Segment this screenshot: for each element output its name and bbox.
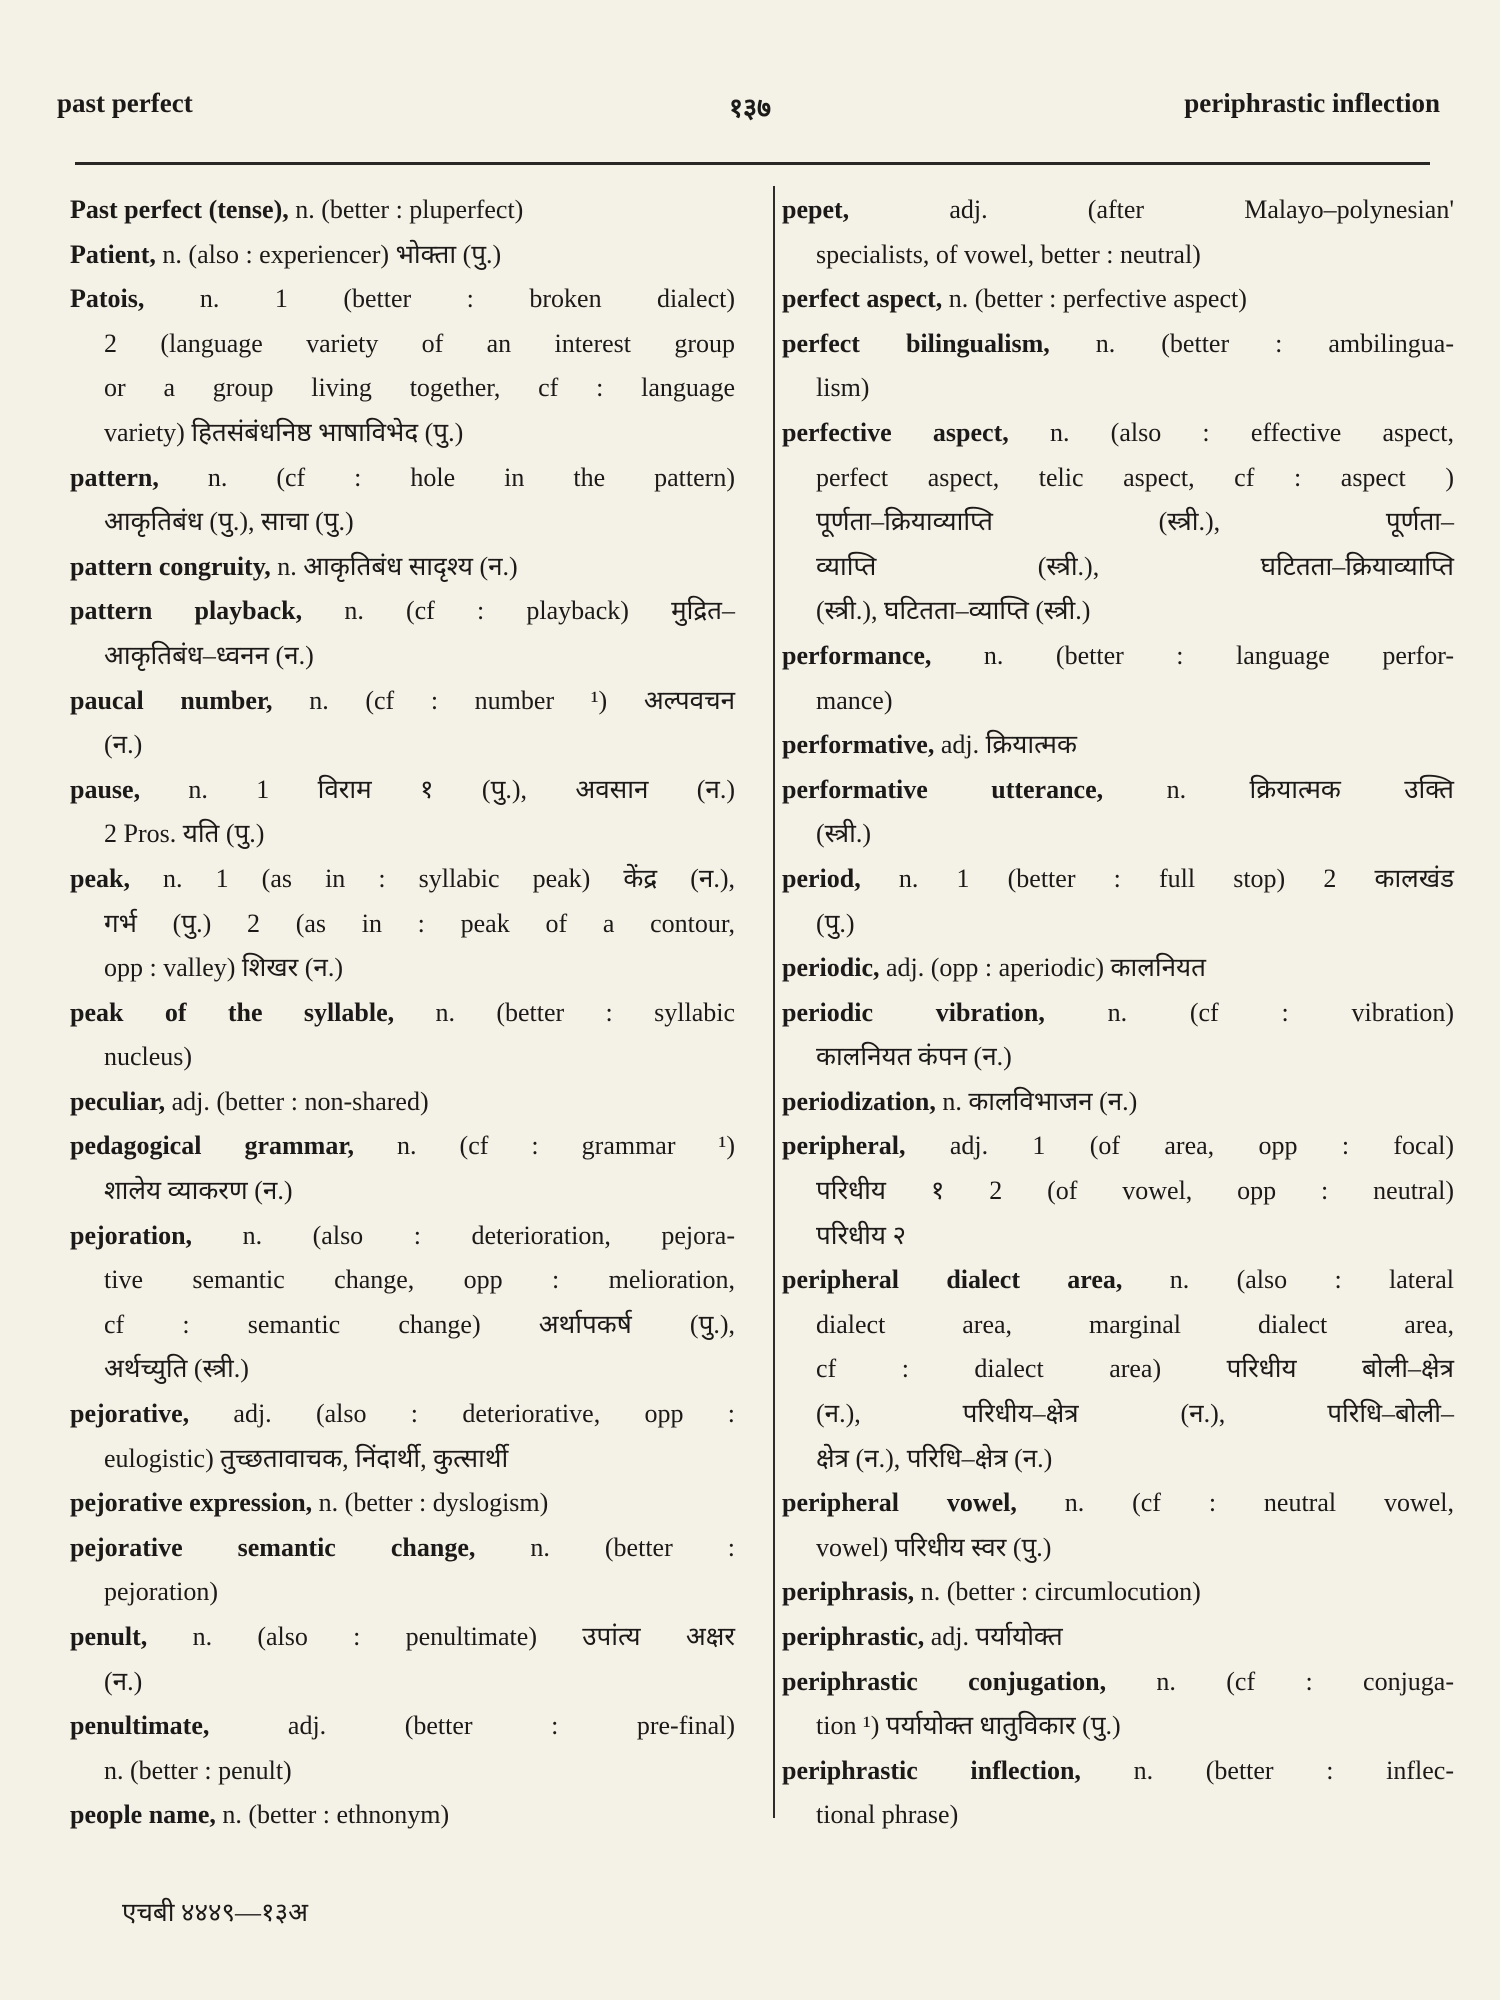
dictionary-entry xyxy=(70,1526,735,1615)
entry-first-line xyxy=(70,233,735,278)
dictionary-entry xyxy=(782,1258,1454,1481)
headword: peculiar, xyxy=(70,1086,166,1116)
entry-continuation-line xyxy=(70,946,735,991)
headword: peak, xyxy=(70,863,130,893)
definition-text: tion ¹) पर्यायोक्त धातुविकार (पु.) xyxy=(816,1711,1121,1741)
entry-continuation-line xyxy=(70,1660,735,1705)
definition-text: tional phrase) xyxy=(816,1800,959,1830)
entry-first-line xyxy=(782,188,1454,233)
entry-continuation-line xyxy=(782,1793,1454,1838)
definition-text: lism) xyxy=(816,373,870,403)
entry-continuation-line xyxy=(70,723,735,768)
definition-text: n. 1 (better : full stop) 2 कालखंड xyxy=(860,863,1454,893)
entry-continuation-line xyxy=(782,1392,1454,1437)
entry-first-line xyxy=(70,545,735,590)
definition-text: n. (better : dyslogism) xyxy=(312,1488,549,1518)
dictionary-entry xyxy=(782,1481,1454,1570)
entry-continuation-line xyxy=(782,1303,1454,1348)
definition-text: परिधीय १ 2 (of vowel, opp : neutral) xyxy=(816,1176,1454,1206)
entry-first-line xyxy=(782,411,1454,456)
dictionary-entry xyxy=(70,589,735,678)
headword: pejorative expression, xyxy=(70,1488,313,1518)
dictionary-entry xyxy=(782,1124,1454,1258)
definition-text: n. (better : language perfor- xyxy=(931,640,1454,670)
running-head-right: periphrastic inflection xyxy=(1184,88,1440,118)
definition-text: n. (better : circumlocution) xyxy=(914,1577,1201,1607)
entry-continuation-line xyxy=(782,1035,1454,1080)
right-column xyxy=(782,188,1454,1838)
dictionary-entry xyxy=(70,1080,735,1125)
definition-text: n. (cf : neutral vowel, xyxy=(1016,1488,1454,1518)
entry-first-line xyxy=(782,1660,1454,1705)
entry-continuation-line xyxy=(782,1169,1454,1214)
definition-text: cf : dialect area) परिधीय बोली–क्षेत्र xyxy=(816,1354,1454,1384)
definition-text: adj. 1 (of area, opp : focal) xyxy=(905,1131,1454,1161)
headword: penult, xyxy=(70,1622,148,1651)
entry-first-line xyxy=(782,322,1454,367)
entry-first-line xyxy=(70,679,735,724)
definition-text: adj. (opp : aperiodic) कालनियत xyxy=(879,953,1206,983)
entry-continuation-line xyxy=(70,902,735,947)
definition-text: (स्त्री.) xyxy=(816,819,872,849)
definition-text: n. (better : perfective aspect) xyxy=(942,284,1247,314)
entry-first-line xyxy=(782,1615,1454,1660)
dictionary-entry xyxy=(70,857,735,991)
entry-first-line xyxy=(782,723,1454,768)
definition-text: perfect aspect, telic aspect, cf : aspect ) xyxy=(816,462,1454,492)
entry-continuation-line xyxy=(70,1749,735,1794)
definition-text: vowel) परिधीय स्वर (पु.) xyxy=(816,1532,1052,1562)
definition-text: (पु.) xyxy=(816,908,855,938)
entry-first-line xyxy=(70,1392,735,1437)
definition-text: परिधीय २ xyxy=(816,1220,906,1250)
definition-text: n. (better : pluperfect) xyxy=(288,195,524,224)
definition-text: n. (also : lateral xyxy=(1122,1265,1454,1295)
definition-text: 2 Pros. यति (पु.) xyxy=(104,819,265,849)
headword: pepet, xyxy=(782,195,850,224)
definition-text: n. (cf : vibration) xyxy=(1044,997,1454,1027)
entry-continuation-line xyxy=(782,1347,1454,1392)
definition-text: n. (also : deterioration, pejora- xyxy=(192,1220,735,1250)
entry-first-line xyxy=(70,857,735,902)
definition-text: n. 1 (better : broken dialect) xyxy=(144,284,735,314)
entry-first-line xyxy=(70,589,735,634)
definition-text: n. (cf : playback) मुद्रित– xyxy=(302,596,735,626)
entry-continuation-line xyxy=(70,322,735,367)
definition-text: pejoration) xyxy=(104,1577,219,1607)
entry-first-line xyxy=(782,857,1454,902)
entry-first-line xyxy=(70,1704,735,1749)
definition-text: variety) हितसंबंधनिष्ठ भाषाविभेद (पु.) xyxy=(104,417,464,447)
headword: peripheral dialect area, xyxy=(782,1265,1123,1295)
headword: people name, xyxy=(70,1800,216,1830)
headword: perfective aspect, xyxy=(782,417,1009,447)
definition-text: कालनियत कंपन (न.) xyxy=(816,1042,1012,1072)
entry-continuation-line xyxy=(782,1704,1454,1749)
definition-text: adj. (also : deteriorative, opp : xyxy=(189,1399,735,1429)
headword: peripheral vowel, xyxy=(782,1488,1017,1518)
definition-text: n. (cf : number ¹) अल्पवचन xyxy=(272,685,736,715)
headword: pejorative semantic change, xyxy=(70,1532,476,1562)
entry-continuation-line xyxy=(782,679,1454,724)
definition-text: n. (better : xyxy=(475,1532,735,1562)
entry-first-line xyxy=(70,1615,735,1660)
entry-first-line xyxy=(70,1214,735,1259)
dictionary-entry xyxy=(70,277,735,455)
headword: performance, xyxy=(782,640,932,670)
dictionary-entry xyxy=(782,723,1454,768)
definition-text: n. 1 विराम १ (पु.), अवसान (न.) xyxy=(140,774,735,804)
dictionary-entry xyxy=(782,768,1454,857)
definition-text: आकृतिबंध–ध्वनन (न.) xyxy=(104,640,314,670)
definition-text: 2 (language variety of an interest group xyxy=(104,328,735,358)
entry-first-line xyxy=(782,1481,1454,1526)
headword: peripheral, xyxy=(782,1131,906,1161)
definition-text: क्षेत्र (न.), परिधि–क्षेत्र (न.) xyxy=(816,1443,1053,1473)
dictionary-entry xyxy=(782,1080,1454,1125)
definition-text: mance) xyxy=(816,685,893,715)
definition-text: cf : semantic change) अर्थापकर्ष (पु.), xyxy=(104,1309,735,1339)
headword: perfect bilingualism, xyxy=(782,328,1050,358)
headword: pause, xyxy=(70,774,141,804)
entry-continuation-line xyxy=(70,634,735,679)
definition-text: or a group living together, cf : language xyxy=(104,373,735,403)
entry-continuation-line xyxy=(782,233,1454,278)
entry-first-line xyxy=(782,991,1454,1036)
headword: pedagogical grammar, xyxy=(70,1131,354,1161)
definition-text: n. (better : inflec- xyxy=(1080,1755,1454,1785)
dictionary-entry xyxy=(70,1214,735,1392)
headword: periodization, xyxy=(782,1086,936,1116)
dictionary-entry xyxy=(70,1124,735,1213)
entry-continuation-line xyxy=(70,812,735,857)
dictionary-entry xyxy=(70,1481,735,1526)
definition-text: n. (cf : hole in the pattern) xyxy=(158,462,735,492)
dictionary-entry xyxy=(70,188,735,233)
headword: pattern congruity, xyxy=(70,551,271,581)
headword: Patient, xyxy=(70,239,156,269)
definition-text: n. क्रियात्मक उक्ति xyxy=(1103,774,1454,804)
dictionary-entry xyxy=(782,857,1454,946)
entry-first-line xyxy=(782,1749,1454,1794)
definition-text: n. (also : penultimate) उपांत्य अक्षर xyxy=(147,1622,735,1651)
entry-first-line xyxy=(70,1526,735,1571)
entry-continuation-line xyxy=(70,1347,735,1392)
headword: Past perfect (tense), xyxy=(70,195,289,224)
entry-continuation-line xyxy=(782,812,1454,857)
definition-text: n. (better : ethnonym) xyxy=(215,1800,450,1830)
definition-text: n. (cf : grammar ¹) xyxy=(353,1131,735,1161)
entry-continuation-line xyxy=(70,411,735,456)
definition-text: n. (also : effective aspect, xyxy=(1008,417,1454,447)
dictionary-entry xyxy=(782,634,1454,723)
definition-text: व्याप्ति (स्त्री.), घटितता–क्रियाव्याप्ति xyxy=(816,551,1454,581)
dictionary-entry xyxy=(70,1392,735,1481)
entry-first-line xyxy=(70,1481,735,1526)
entry-first-line xyxy=(70,1793,735,1838)
printer-imprint: एचबी ४४४९—१३अ xyxy=(122,1898,308,1927)
entry-continuation-line xyxy=(70,1570,735,1615)
definition-text: n. (better : penult) xyxy=(104,1755,292,1785)
dictionary-entry xyxy=(70,679,735,768)
headword: Patois, xyxy=(70,284,145,314)
definition-text: opp : valley) शिखर (न.) xyxy=(104,953,343,983)
headword: period, xyxy=(782,863,861,893)
definition-text: अर्थच्युति (स्त्री.) xyxy=(104,1354,249,1384)
definition-text: tive semantic change, opp : melioration, xyxy=(104,1265,735,1295)
entry-continuation-line xyxy=(70,500,735,545)
page-number: १३७ xyxy=(728,93,772,123)
entry-first-line xyxy=(782,1124,1454,1169)
definition-text: n. (cf : conjuga- xyxy=(1106,1666,1454,1696)
entry-continuation-line xyxy=(782,589,1454,634)
entry-first-line xyxy=(782,1080,1454,1125)
headword: perfect aspect, xyxy=(782,284,943,314)
entry-first-line xyxy=(782,277,1454,322)
entry-continuation-line xyxy=(70,1437,735,1482)
dictionary-entry xyxy=(70,456,735,545)
entry-first-line xyxy=(70,768,735,813)
dictionary-entry xyxy=(782,411,1454,634)
headword: performative, xyxy=(782,730,935,760)
entry-first-line xyxy=(70,277,735,322)
dictionary-entry xyxy=(70,1704,735,1793)
dictionary-entry xyxy=(782,277,1454,322)
entry-continuation-line xyxy=(782,1214,1454,1259)
entry-first-line xyxy=(782,634,1454,679)
entry-continuation-line xyxy=(70,1169,735,1214)
definition-text: nucleus) xyxy=(104,1042,193,1072)
definition-text: n. 1 (as in : syllabic peak) केंद्र (न.), xyxy=(129,863,735,893)
headword: penultimate, xyxy=(70,1711,210,1741)
entry-continuation-line xyxy=(782,902,1454,947)
dictionary-entry xyxy=(70,768,735,857)
entry-first-line xyxy=(70,456,735,501)
definition-text: eulogistic) तुच्छतावाचक, निंदार्थी, कुत्सार्थी xyxy=(104,1443,509,1473)
running-head-left: past perfect xyxy=(57,88,193,118)
entry-first-line xyxy=(782,1258,1454,1303)
definition-text: आकृतिबंध (पु.), साचा (पु.) xyxy=(104,507,354,537)
definition-text: n. (also : experiencer) भोक्ता (पु.) xyxy=(155,239,502,269)
definition-text: specialists, of vowel, better : neutral) xyxy=(816,239,1201,269)
headword: periphrastic inflection, xyxy=(782,1755,1081,1785)
dictionary-entry xyxy=(70,1615,735,1704)
dictionary-entry xyxy=(782,322,1454,411)
entry-continuation-line xyxy=(70,1258,735,1303)
dictionary-entry xyxy=(782,946,1454,991)
definition-text: n. (better : syllabic xyxy=(394,997,735,1027)
headword: paucal number, xyxy=(70,685,273,715)
definition-text: n. आकृतिबंध सादृश्य (न.) xyxy=(270,551,518,581)
dictionary-entry xyxy=(70,1793,735,1838)
headword: periodic vibration, xyxy=(782,997,1045,1027)
header-rule xyxy=(75,162,1430,165)
definition-text: adj. (better : non-shared) xyxy=(165,1086,429,1116)
entry-first-line xyxy=(782,1570,1454,1615)
entry-continuation-line xyxy=(782,366,1454,411)
headword: periphrasis, xyxy=(782,1577,915,1607)
definition-text: (न.), परिधीय–क्षेत्र (न.), परिधि–बोली– xyxy=(816,1399,1454,1429)
dictionary-entry xyxy=(70,991,735,1080)
definition-text: adj. (better : pre-final) xyxy=(209,1711,735,1741)
definition-text: dialect area, marginal dialect area, xyxy=(816,1309,1454,1339)
definition-text: adj. क्रियात्मक xyxy=(934,730,1077,760)
headword: periodic, xyxy=(782,953,880,983)
entry-continuation-line xyxy=(782,545,1454,590)
definition-text: शालेय व्याकरण (न.) xyxy=(104,1176,293,1206)
dictionary-entry xyxy=(782,1570,1454,1615)
entry-continuation-line xyxy=(782,456,1454,501)
headword: periphrastic, xyxy=(782,1622,925,1651)
dictionary-entry xyxy=(782,188,1454,277)
entry-first-line xyxy=(782,946,1454,991)
definition-text: (न.) xyxy=(104,1666,143,1696)
entry-first-line xyxy=(70,188,735,233)
definition-text: adj. पर्यायोक्त xyxy=(924,1622,1063,1651)
definition-text: (न.) xyxy=(104,730,143,760)
definition-text: n. (better : ambilingua- xyxy=(1049,328,1454,358)
headword: pattern, xyxy=(70,462,159,492)
left-column xyxy=(70,188,735,1838)
definition-text: (स्त्री.), घटितता–व्याप्ति (स्त्री.) xyxy=(816,596,1091,626)
column-divider xyxy=(773,186,775,1818)
headword: performative utterance, xyxy=(782,774,1104,804)
entry-continuation-line xyxy=(70,366,735,411)
entry-first-line xyxy=(782,768,1454,813)
entry-continuation-line xyxy=(782,1526,1454,1571)
headword: periphrastic conjugation, xyxy=(782,1666,1107,1696)
definition-text: n. कालविभाजन (न.) xyxy=(935,1086,1138,1116)
dictionary-entry xyxy=(782,991,1454,1080)
definition-text: गर्भ (पु.) 2 (as in : peak of a contour, xyxy=(104,908,735,938)
entry-continuation-line xyxy=(782,1437,1454,1482)
dictionary-entry xyxy=(782,1660,1454,1749)
dictionary-entry xyxy=(70,545,735,590)
entry-first-line xyxy=(70,991,735,1036)
headword: peak of the syllable, xyxy=(70,997,395,1027)
headword: pattern playback, xyxy=(70,596,303,626)
entry-first-line xyxy=(70,1080,735,1125)
entry-first-line xyxy=(70,1124,735,1169)
definition-text: adj. (after Malayo–polynesian' xyxy=(849,195,1454,224)
headword: pejorative, xyxy=(70,1399,190,1429)
headword: pejoration, xyxy=(70,1220,193,1250)
entry-continuation-line xyxy=(70,1035,735,1080)
dictionary-entry xyxy=(782,1615,1454,1660)
dictionary-entry xyxy=(70,233,735,278)
definition-text: पूर्णता–क्रियाव्याप्ति (स्त्री.), पूर्णता– xyxy=(816,507,1454,537)
entry-continuation-line xyxy=(782,500,1454,545)
entry-continuation-line xyxy=(70,1303,735,1348)
dictionary-entry xyxy=(782,1749,1454,1838)
